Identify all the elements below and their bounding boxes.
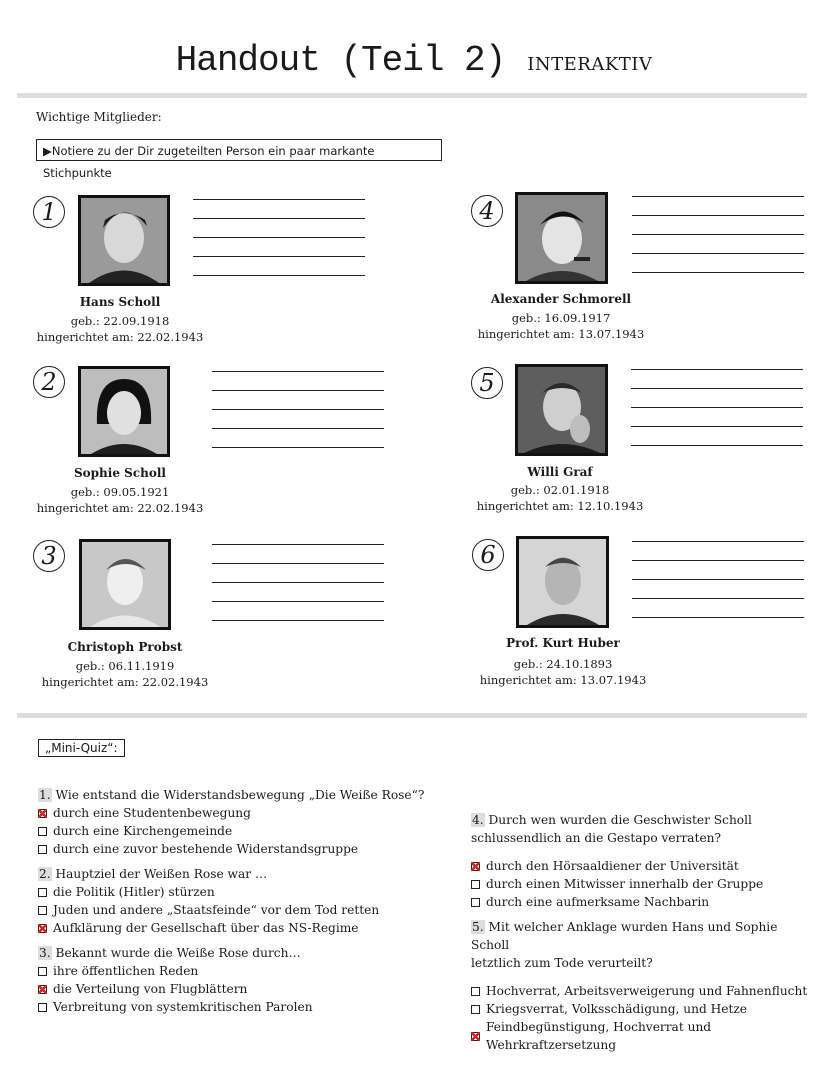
answer-option[interactable] bbox=[38, 998, 458, 1016]
question-text: Wie entstand die Widerstandsbewegung „Die Weiße Rose“? bbox=[55, 788, 425, 802]
option-label: Aufklärung der Gesellschaft über das NS-Regime bbox=[53, 921, 359, 935]
member-died: hingerichtet am: 13.07.1943 bbox=[479, 673, 647, 687]
page-title bbox=[0, 40, 828, 81]
answer-option[interactable] bbox=[38, 901, 458, 919]
option-label: die Politik (Hitler) stürzen bbox=[53, 885, 215, 899]
option-label: durch eine Kirchengemeinde bbox=[53, 824, 233, 838]
question-number: 5. bbox=[472, 920, 484, 934]
answer-option[interactable] bbox=[38, 804, 458, 822]
checkbox[interactable] bbox=[38, 888, 47, 897]
question-number: 2. bbox=[39, 867, 51, 881]
answer-option[interactable] bbox=[471, 982, 816, 1000]
answer-option[interactable] bbox=[471, 857, 816, 875]
checkbox[interactable] bbox=[471, 898, 480, 907]
portrait-sophie-scholl bbox=[78, 366, 170, 457]
member-number-6: 6 bbox=[472, 539, 504, 571]
answer-option[interactable] bbox=[38, 962, 458, 980]
portrait-kurt-huber bbox=[516, 536, 609, 628]
option-label: die Verteilung von Flugblättern bbox=[53, 982, 248, 996]
divider-middle bbox=[17, 713, 807, 718]
checkbox-checked[interactable] bbox=[38, 809, 47, 818]
question-1 bbox=[38, 786, 458, 804]
divider-top bbox=[17, 93, 807, 98]
member-born: geb.: 16.09.1917 bbox=[511, 311, 611, 325]
answer-option[interactable] bbox=[38, 822, 458, 840]
member-number-5: 5 bbox=[471, 367, 503, 399]
checkbox[interactable] bbox=[38, 1003, 47, 1012]
instruction-box bbox=[36, 139, 442, 180]
member-born: geb.: 09.05.1921 bbox=[70, 485, 170, 499]
option-label: ihre öffentlichen Reden bbox=[53, 964, 199, 978]
member-died: hingerichtet am: 22.02.1943 bbox=[41, 675, 209, 689]
member-number-3: 3 bbox=[33, 540, 65, 572]
option-label: durch den Hörsaaldiener der Universität bbox=[486, 859, 739, 873]
member-name: Sophie Scholl bbox=[74, 466, 166, 480]
note-lines-6 bbox=[632, 541, 804, 636]
question-3 bbox=[38, 944, 458, 962]
note-lines-2 bbox=[212, 371, 384, 466]
checkbox-checked[interactable] bbox=[38, 985, 47, 994]
checkbox-checked[interactable] bbox=[471, 862, 480, 871]
member-born: geb.: 06.11.1919 bbox=[75, 659, 175, 673]
note-lines-3 bbox=[212, 544, 384, 639]
checkbox[interactable] bbox=[38, 845, 47, 854]
question-number: 4. bbox=[472, 813, 484, 827]
answer-option[interactable] bbox=[38, 840, 458, 858]
note-lines-1 bbox=[193, 199, 365, 294]
member-born: geb.: 24.10.1893 bbox=[513, 657, 613, 671]
member-died: hingerichtet am: 22.02.1943 bbox=[36, 330, 204, 344]
member-died: hingerichtet am: 13.07.1943 bbox=[477, 327, 645, 341]
answer-option[interactable] bbox=[471, 893, 816, 911]
title-text: Handout (Teil 2) bbox=[175, 40, 506, 81]
checkbox[interactable] bbox=[38, 967, 47, 976]
answer-option[interactable] bbox=[38, 980, 458, 998]
checkbox[interactable] bbox=[471, 987, 480, 996]
member-name: Willi Graf bbox=[527, 465, 593, 479]
question-text-line1: Mit welcher Anklage wurden Hans und Sophie Scholl bbox=[471, 920, 778, 952]
checkbox[interactable] bbox=[471, 880, 480, 889]
checkbox[interactable] bbox=[471, 1005, 480, 1014]
portrait-willi-graf bbox=[515, 364, 608, 456]
member-name: Prof. Kurt Huber bbox=[506, 636, 620, 650]
play-triangle-icon: ▶ bbox=[43, 144, 52, 158]
option-label: Juden und andere „Staatsfeinde“ vor dem Tod retten bbox=[53, 903, 380, 917]
member-died: hingerichtet am: 22.02.1943 bbox=[36, 501, 204, 515]
note-lines-5 bbox=[631, 369, 803, 464]
quiz-left-column bbox=[38, 786, 458, 1016]
answer-option[interactable] bbox=[38, 883, 458, 901]
checkbox-checked[interactable] bbox=[471, 1032, 480, 1041]
quiz-right-column bbox=[471, 811, 816, 1054]
member-number-1: 1 bbox=[33, 196, 65, 228]
note-lines-4 bbox=[632, 196, 804, 291]
option-label: durch eine zuvor bestehende Widerstandsgruppe bbox=[53, 842, 359, 856]
member-name: Hans Scholl bbox=[79, 295, 161, 309]
members-label: Wichtige Mitglieder: bbox=[36, 110, 162, 124]
question-text: Hauptziel der Weißen Rose war … bbox=[55, 867, 268, 881]
answer-option[interactable] bbox=[38, 919, 458, 937]
member-died: hingerichtet am: 12.10.1943 bbox=[476, 499, 644, 513]
question-2 bbox=[38, 865, 458, 883]
question-5 bbox=[471, 918, 816, 954]
checkbox-checked[interactable] bbox=[38, 924, 47, 933]
option-label: Verbreitung von systemkritischen Parolen bbox=[53, 1000, 313, 1014]
member-born: geb.: 22.09.1918 bbox=[70, 314, 170, 328]
question-text-line1: Durch wen wurden die Geschwister Scholl bbox=[488, 813, 752, 827]
question-4 bbox=[471, 811, 816, 829]
checkbox[interactable] bbox=[38, 906, 47, 915]
option-label: Kriegsverrat, Volksschädigung, und Hetze bbox=[486, 1002, 748, 1016]
member-number-2: 2 bbox=[33, 366, 65, 398]
quiz-label: „Mini-Quiz“: bbox=[38, 739, 125, 757]
option-label: durch einen Mitwisser innerhalb der Gruppe bbox=[486, 877, 764, 891]
question-4-line2: schlussendlich an die Gestapo verraten? bbox=[471, 831, 722, 845]
question-text: Bekannt wurde die Weiße Rose durch… bbox=[55, 946, 301, 960]
answer-option[interactable] bbox=[471, 875, 816, 893]
interactive-tag: INTERAKTIV bbox=[527, 54, 653, 75]
checkbox[interactable] bbox=[38, 827, 47, 836]
answer-option[interactable] bbox=[471, 1000, 816, 1018]
member-number-4: 4 bbox=[471, 195, 503, 227]
instruction-text: Notiere zu der Dir zugeteilten Person ein paar markante Stichpunkte bbox=[43, 144, 375, 180]
question-number: 1. bbox=[39, 788, 51, 802]
question-number: 3. bbox=[39, 946, 51, 960]
portrait-christoph-probst bbox=[79, 539, 171, 630]
answer-option[interactable] bbox=[471, 1018, 816, 1054]
member-name: Alexander Schmorell bbox=[490, 292, 632, 306]
option-label: Feindbegünstigung, Hochverrat und Wehrkraftzersetzung bbox=[486, 1020, 712, 1052]
member-name: Christoph Probst bbox=[67, 640, 183, 654]
portrait-hans-scholl bbox=[78, 195, 170, 286]
question-5-line2: letztlich zum Tode verurteilt? bbox=[471, 956, 653, 970]
option-label: durch eine Studentenbewegung bbox=[53, 806, 251, 820]
option-label: Hochverrat, Arbeitsverweigerung und Fahnenflucht bbox=[486, 984, 808, 998]
portrait-alexander-schmorell bbox=[515, 192, 608, 284]
member-born: geb.: 02.01.1918 bbox=[510, 483, 610, 497]
option-label: durch eine aufmerksame Nachbarin bbox=[486, 895, 710, 909]
